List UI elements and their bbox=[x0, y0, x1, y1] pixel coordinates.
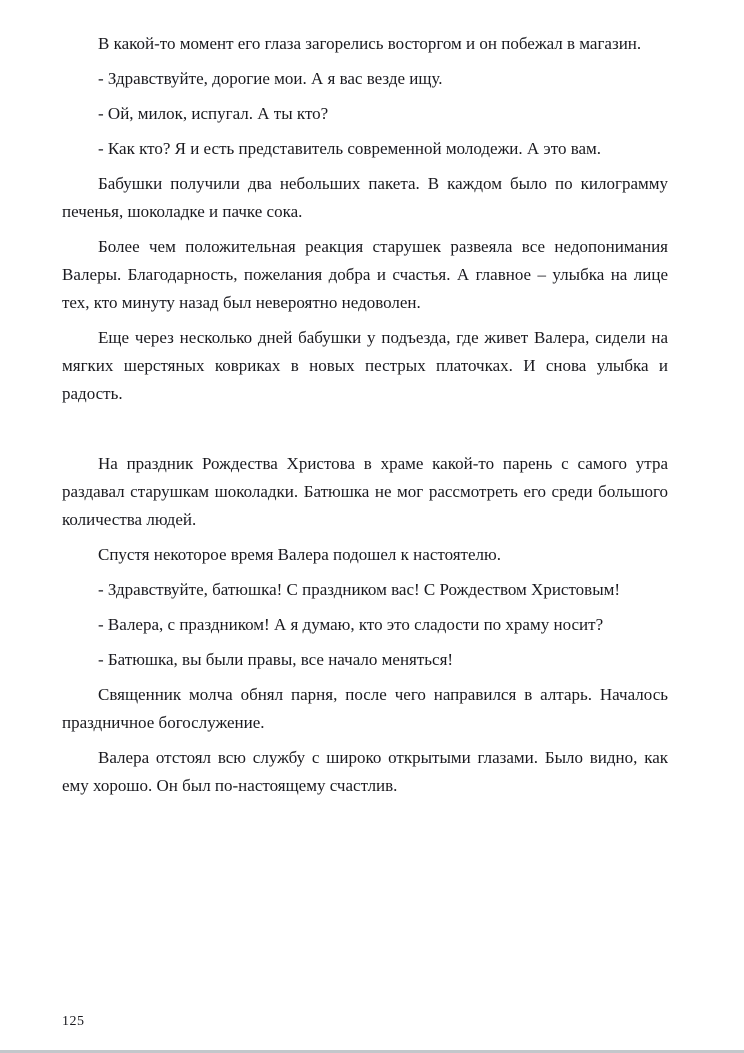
dialogue-line: - Ой, милок, испугал. А ты кто? bbox=[98, 104, 329, 123]
dialogue-line: - Здравствуйте, дорогие мои. А я вас везде ищу. bbox=[98, 69, 443, 88]
paragraph: Еще через несколько дней бабушки у подъезда, где живет Валера, сидели на мягких шерстяных ковриках в новых пестрых платочках. И снова улыбка и радость. bbox=[62, 328, 668, 403]
dialogue-line: - Здравствуйте, батюшка! С праздником вас! С Рождеством Христовым! bbox=[98, 580, 621, 599]
page-number: 125 bbox=[62, 1014, 85, 1029]
paragraph: Священник молча обнял парня, после чего направился в алтарь. Началось праздничное богослужение. bbox=[62, 685, 668, 732]
paragraph: На праздник Рождества Христова в храме какой-то парень с самого утра раздавал старушкам шоколадки. Батюшка не мог рассмотреть его среди большого количества людей. bbox=[62, 454, 668, 529]
dialogue-line: - Батюшка, вы были правы, все начало меняться! bbox=[98, 650, 454, 669]
scene-break bbox=[62, 415, 668, 443]
paragraph: Бабушки получили два небольших пакета. В каждом было по килограмму печенья, шоколадке и пачке сока. bbox=[62, 174, 668, 221]
dialogue-line: - Как кто? Я и есть представитель современной молодежи. А это вам. bbox=[98, 139, 602, 158]
paragraph: В какой-то момент его глаза загорелись восторгом и он побежал в магазин. bbox=[98, 34, 642, 53]
text-content bbox=[62, 30, 668, 800]
paragraph: Более чем положительная реакция старушек развеяла все недопонимания Валеры. Благодарность, пожелания добра и счастья. А главное – улыбка на лице тех, кто минуту назад был невероятно недоволен. bbox=[62, 237, 668, 312]
paragraph: Валера отстоял всю службу с широко открытыми глазами. Было видно, как ему хорошо. Он был по-настоящему счастлив. bbox=[62, 748, 668, 795]
dialogue-line: - Валера, с праздником! А я думаю, кто это сладости по храму носит? bbox=[98, 615, 604, 634]
paragraph: Спустя некоторое время Валера подошел к настоятелю. bbox=[98, 545, 501, 564]
